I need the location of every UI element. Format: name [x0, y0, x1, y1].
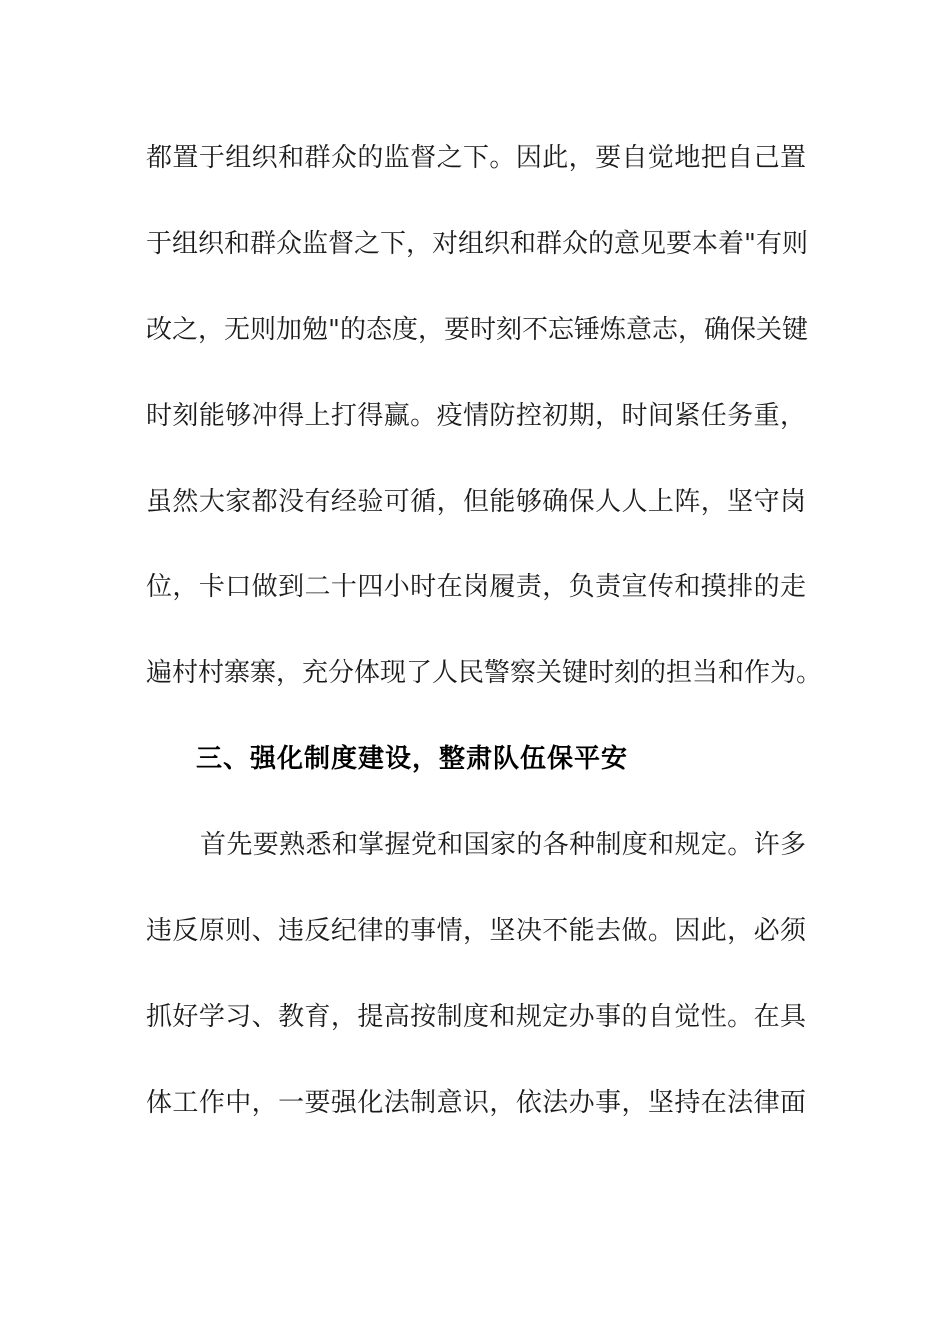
paragraph1-line-6: 位，卡口做到二十四小时在岗履责，负责宣传和摸排的走	[146, 572, 806, 602]
paragraph1-line-3: 改之，无则加勉"的态度，要时刻不忘锤炼意志，确保关键	[146, 315, 808, 345]
paragraph1-line-1: 都置于组织和群众的监督之下。因此，要自觉地把自己置	[146, 143, 806, 173]
paragraph1-line-2: 于组织和群众监督之下，对组织和群众的意见要本着"有则	[146, 229, 808, 259]
paragraph2-line-1: 首先要熟悉和掌握党和国家的各种制度和规定。许多	[200, 830, 806, 860]
paragraph2-line-3: 抓好学习、教育，提高按制度和规定办事的自觉性。在具	[146, 1002, 806, 1032]
paragraph2-line-2: 违反原则、违反纪律的事情，坚决不能去做。因此，必须	[146, 916, 806, 946]
paragraph1-line-7: 遍村村寨寨，充分体现了人民警察关键时刻的担当和作为。	[146, 658, 823, 688]
paragraph1-line-4: 时刻能够冲得上打得赢。疫情防控初期，时间紧任务重，	[146, 401, 806, 431]
section-heading: 三、强化制度建设，整肃队伍保平安	[196, 744, 629, 774]
paragraph2-line-4: 体工作中，一要强化法制意识，依法办事，坚持在法律面	[146, 1088, 806, 1118]
paragraph1-line-5: 虽然大家都没有经验可循，但能够确保人人上阵，坚守岗	[146, 487, 806, 517]
